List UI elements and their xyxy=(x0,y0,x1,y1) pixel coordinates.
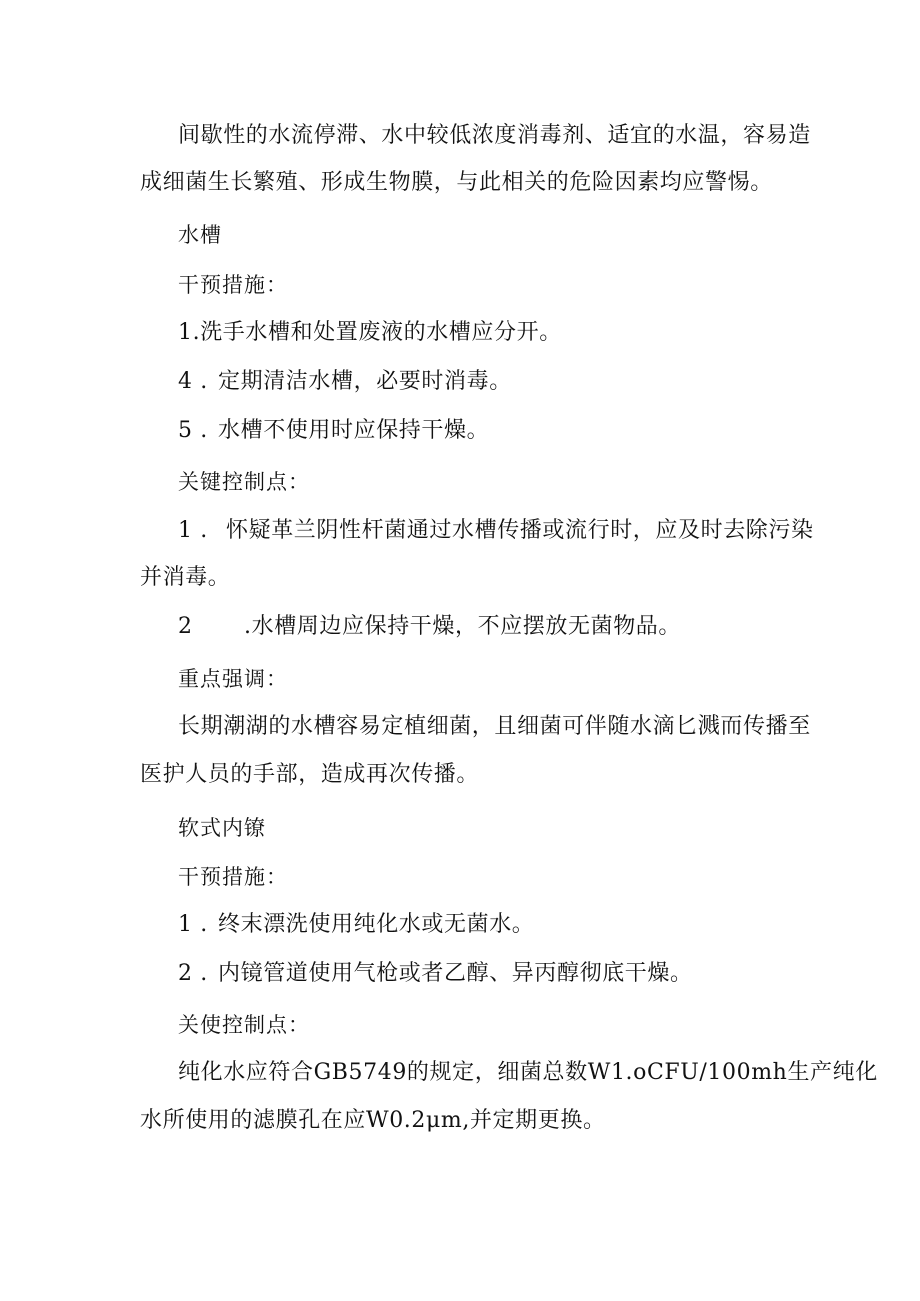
list-text: .水槽周边应保持干燥，不应摆放无菌物品。 xyxy=(244,614,681,639)
sink-emphasis-line-1: 长期潮湖的水槽容易定植细菌，且细菌可伴随水滴匕溅而传播至 xyxy=(178,714,811,739)
sink-measures-heading: 干预措施： xyxy=(178,273,288,297)
list-text: 洗手水槽和处置废液的水槽应分开。 xyxy=(200,320,562,345)
list-number: 1. xyxy=(178,320,201,345)
sink-control-heading: 关键控制点： xyxy=(178,470,310,494)
endoscope-measure-item-1 xyxy=(178,910,534,940)
endoscope-control-line-1: 纯化水应符合GB5749的规定，细菌总数W1.oCFU/100mh生产纯化 xyxy=(178,1060,878,1085)
list-number: 5 . xyxy=(178,418,208,443)
sink-measure-item-2 xyxy=(178,367,512,397)
sink-measure-item-1 xyxy=(178,318,562,348)
sink-measure-item-3 xyxy=(178,416,489,446)
list-text: 水槽不使用时应保持干燥。 xyxy=(218,418,490,443)
endoscope-control-line-2: 水所使用的滤膜孔在应W0.2μm,并定期更换。 xyxy=(140,1108,606,1133)
list-number: 2 xyxy=(178,614,193,639)
list-number: 4 . xyxy=(178,369,208,394)
sink-control-item-1-line-1 xyxy=(178,516,814,546)
list-text: 终末漂洗使用纯化水或无菌水。 xyxy=(218,912,535,937)
list-number: 1 . xyxy=(178,518,208,543)
sink-control-item-1-line-2: 并消毒。 xyxy=(140,565,231,590)
endoscope-measures-heading: 干预措施： xyxy=(178,865,288,889)
list-text: 怀疑革兰阴性杆菌通过水槽传播或流行时，应及时去除污染 xyxy=(226,518,814,543)
section-title-endoscope: 软式内镣 xyxy=(178,816,266,840)
list-number: 1 . xyxy=(178,912,208,937)
sink-control-item-2 xyxy=(178,612,681,642)
endoscope-measure-item-2 xyxy=(178,959,693,989)
list-text: 内镜管道使用气枪或者乙醇、异丙醇彻底干燥。 xyxy=(218,961,693,986)
sink-emphasis-heading: 重点强调： xyxy=(178,667,288,691)
intro-line-2: 成细菌生长繁殖、形成生物膜，与此相关的危险因素均应警惕。 xyxy=(140,170,773,195)
intro-line-1: 间歇性的水流停滞、水中较低浓度消毒剂、适宜的水温，容易造 xyxy=(178,123,811,148)
sink-emphasis-line-2: 医护人员的手部，造成再次传播。 xyxy=(140,762,480,787)
list-text: 定期清洁水槽，必要时消毒。 xyxy=(218,369,512,394)
list-number: 2 . xyxy=(178,961,208,986)
endoscope-control-heading: 关使控制点： xyxy=(178,1013,310,1037)
section-title-sink: 水槽 xyxy=(178,223,222,247)
